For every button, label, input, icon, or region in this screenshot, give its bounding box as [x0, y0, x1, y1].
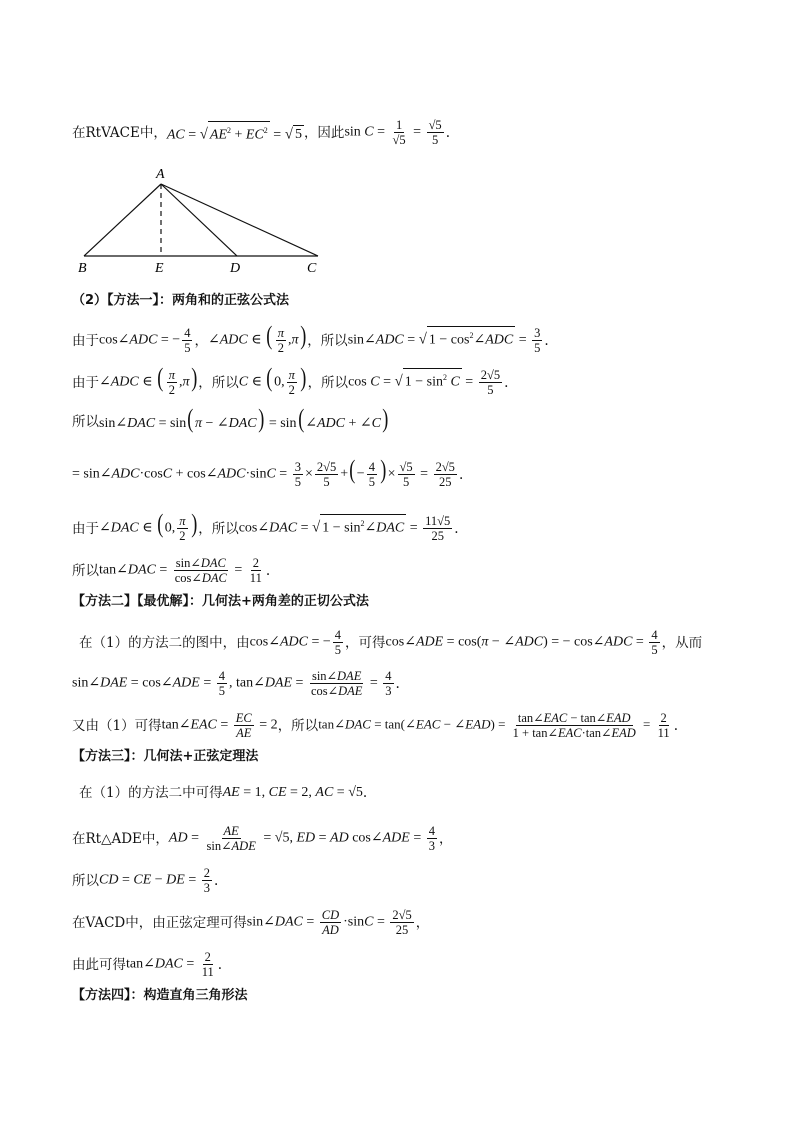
line-13 [72, 866, 218, 895]
text: 在RtVACE中， [72, 124, 167, 141]
line-3 [72, 362, 509, 397]
formula: tan∠DAC = sin∠DAC cos∠DAC = $\frac{2}{11}$ [99, 556, 262, 585]
line-11 [79, 784, 367, 802]
text: 在Rt△ADE中， [72, 830, 169, 847]
triangle-diagram [72, 164, 332, 279]
heading-method-2: 【方法二】【最优解】：几何法+两角差的正切公式法 [72, 594, 369, 609]
text: ，所以 [198, 374, 239, 391]
text: ， [194, 332, 208, 349]
text: 又由（1）可得 [72, 717, 162, 734]
text: ，所以 [277, 717, 319, 734]
label-E: E [155, 261, 164, 276]
text: . [217, 956, 223, 973]
text: . [213, 872, 219, 889]
text: 在（1）的方法二中可得 [79, 785, 223, 801]
formula: = sin∠ADC·cosC + cos∠ADC·sinC = $\frac{3}{5}$ × $\frac{2√5}{5}$ +(− $\frac{4}{5}$ )× $\frac{√5}{5}$ = $\frac{2√5}{25}$ [72, 454, 455, 489]
label-A: A [156, 167, 165, 182]
line-2 [72, 320, 549, 355]
text: ，所以 [198, 520, 239, 537]
line-5 [72, 454, 464, 489]
formula: cos∠ADC = − $\frac{4}{5}$ [249, 628, 342, 657]
formula: tan∠EAC = $\frac{EC}{AE}$ = 2 [161, 711, 278, 740]
line-9 [72, 669, 400, 698]
text: ， [438, 830, 453, 847]
text: ，从而 [661, 634, 703, 651]
text: ，所以 [307, 332, 348, 349]
label-C: C [307, 261, 317, 276]
text: 所以 [72, 413, 99, 430]
line-14 [72, 908, 429, 937]
formula: ∠ADC ∈ ( $\frac{\pi}{2}$ ,π) [99, 362, 197, 397]
text: 所以 [72, 872, 99, 889]
heading-method-1: （2）【方法一】：两角和的正弦公式法 [72, 293, 290, 308]
text: . [458, 466, 464, 483]
heading-method-4: 【方法四】：构造直角三角形法 [72, 988, 248, 1003]
formula: cos C = √ $1 - \sin^2 C$ = $\frac{2√5}{5}$ [348, 368, 501, 397]
formula: AE = 1, CE = 2, AC = √5 [222, 785, 363, 800]
text: 由此可得 [72, 956, 126, 973]
line-15 [72, 950, 222, 979]
text: ， [415, 914, 430, 931]
line-4 [72, 404, 390, 433]
text: 在（1）的方法二的图中，由 [79, 634, 250, 651]
text: ，因此 [303, 124, 345, 141]
heading-method-3: 【方法三】：几何法+正弦定理法 [72, 749, 259, 764]
text: 所以 [72, 562, 99, 579]
formula: ∠DAC ∈ (0, $\frac{\pi}{2}$ ) [99, 508, 197, 543]
text: ，可得 [345, 634, 386, 651]
formula: tan∠DAC = tan(∠EAC − ∠EAD) = tan∠EAC − tan∠EAD 1 + tan∠EAC·tan∠EAD = $\frac{2}{11}$ [318, 711, 670, 740]
line-8 [79, 628, 702, 657]
text: 由于 [72, 520, 99, 537]
formula: C ∈ (0, $\frac{\pi}{2}$ ) [238, 362, 307, 397]
formula: ∠ADC ∈ ( $\frac{\pi}{2}$ ,π) [207, 320, 306, 355]
label-D: D [230, 261, 241, 276]
formula: sin∠DAC = sin(π − ∠DAC) = sin(∠ADC + ∠C) [99, 404, 389, 433]
formula: sin∠ADC = √ $1 - \cos^2\angle ADC$ = $\frac{3}{5}$ [347, 326, 541, 355]
formula: cos∠ADE = cos(π − ∠ADC) = − cos∠ADC = $\frac{4}{5}$ [385, 628, 658, 657]
text: . [544, 332, 549, 349]
formula: AD = AE sin∠ADE = √5, ED = AD cos∠ADE = $\frac{4}{3}$ [168, 824, 435, 853]
label-B: B [78, 261, 87, 276]
text: . [673, 717, 678, 734]
text: 在VACD中，由正弦定理可得 [72, 914, 247, 931]
formula: tan∠DAC = $\frac{2}{11}$ [126, 950, 214, 979]
line-1 [72, 118, 450, 147]
text: . [454, 520, 459, 537]
formula: AC = √ $AE^2 + EC^2$ = √ 5 [167, 121, 304, 145]
formula: sin∠DAC = $\frac{CD}{AD}$ ·sinC = $\frac{2√5}{25}$ [246, 908, 412, 937]
text: . [395, 675, 400, 692]
line-10 [72, 711, 678, 740]
formula: cos∠DAC = √ $1 - \sin^2\angle DAC$ = $\frac{11√5}{25}$ [238, 514, 451, 543]
line-7 [72, 556, 270, 585]
text: . [362, 785, 368, 801]
text: 由于 [72, 374, 99, 391]
text: . [504, 374, 509, 391]
text: 由于 [72, 332, 99, 349]
text: ，所以 [307, 374, 349, 391]
formula: CD = CE − DE = $\frac{2}{3}$ [99, 866, 210, 895]
formula: sin C = $\frac{1}{√5}$ = $\frac{√5}{5}$ [344, 118, 442, 147]
text: . [265, 562, 271, 579]
text: . [445, 124, 450, 141]
line-6 [72, 508, 459, 543]
formula: sin∠DAE = cos∠ADE = $\frac{4}{5}$ , tan∠DAE = sin∠DAE cos∠DAE = $\frac{4}{3}$ [72, 669, 392, 698]
formula: cos∠ADC = − $\frac{4}{5}$ [99, 326, 191, 355]
line-12 [72, 824, 452, 853]
